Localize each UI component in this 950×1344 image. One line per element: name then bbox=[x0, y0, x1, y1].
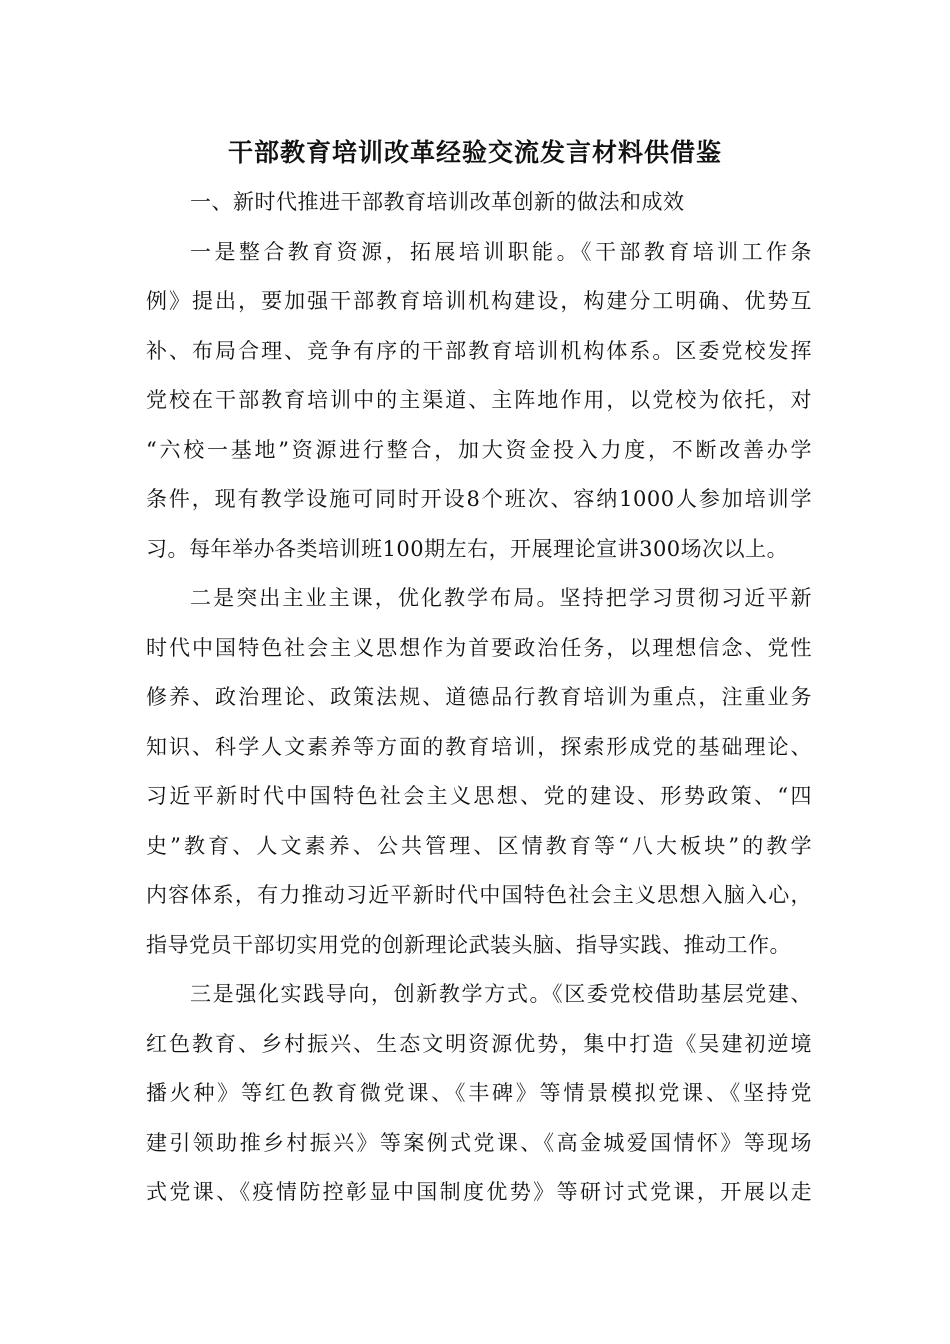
text-line: 时代中国特色社会主义思想作为首要政治任务，以理想信念、党性 bbox=[146, 635, 812, 660]
text-line: 一是整合教育资源，拓展培训职能。《干部教育培训工作条 bbox=[190, 239, 812, 264]
text-line: 党校在干部教育培训中的主渠道、主阵地作用，以党校为依托，对 bbox=[146, 388, 812, 412]
text-line: 补、布局合理、竞争有序的干部教育培训机构体系。区委党校发挥 bbox=[146, 338, 812, 363]
text-line: 播火种》等红色教育微党课、《丰碑》等情景模拟党课、《坚持党 bbox=[146, 1081, 812, 1105]
text-line: 三是强化实践导向，创新教学方式。《区委党校借助基层党建、 bbox=[190, 982, 812, 1006]
text-line: 修养、政治理论、政策法规、道德品行教育培训为重点，注重业务 bbox=[146, 685, 812, 709]
text-line: 一、新时代推进干部教育培训改革创新的做法和成效 bbox=[190, 190, 685, 214]
text-line: “六校一基地”资源进行整合，加大资金投入力度，不断改善办学 bbox=[146, 437, 812, 462]
text-line: 指导党员干部切实用党的创新理论武装头脑、指导实践、推动工作。 bbox=[146, 932, 791, 957]
text-line: 建引领助推乡村振兴》等案例式党课、《高金城爱国情怀》等现场 bbox=[146, 1130, 812, 1155]
text-line: 二是突出主业主课，优化教学布局。坚持把学习贯彻习近平新 bbox=[190, 586, 812, 610]
text-line: 习。每年举办各类培训班100期左右，开展理论宣讲300场次以上。 bbox=[146, 536, 789, 561]
text-line: 知识、科学人文素养等方面的教育培训，探索形成党的基础理论、 bbox=[146, 734, 812, 759]
text-line: 史”教育、人文素养、公共管理、区情教育等“八大板块”的教学 bbox=[146, 833, 812, 858]
text-line: 红色教育、乡村振兴、生态文明资源优势，集中打造《吴建初逆境 bbox=[146, 1031, 812, 1056]
text-line: 例》提出，要加强干部教育培训机构建设，构建分工明确、优势互 bbox=[146, 289, 812, 313]
document-title: 干部教育培训改革经验交流发言材料供借鉴 bbox=[227, 138, 722, 167]
text-line: 习近平新时代中国特色社会主义思想、党的建设、形势政策、“四 bbox=[146, 784, 812, 808]
text-line: 式党课、《疫情防控彰显中国制度优势》等研讨式党课，开展以走 bbox=[146, 1180, 812, 1204]
text-line: 条件，现有教学设施可同时开设8个班次、容纳1000人参加培训学 bbox=[146, 487, 812, 511]
document-body bbox=[146, 178, 812, 1218]
text-line: 内容体系，有力推动习近平新时代中国特色社会主义思想入脑入心， bbox=[146, 883, 812, 907]
